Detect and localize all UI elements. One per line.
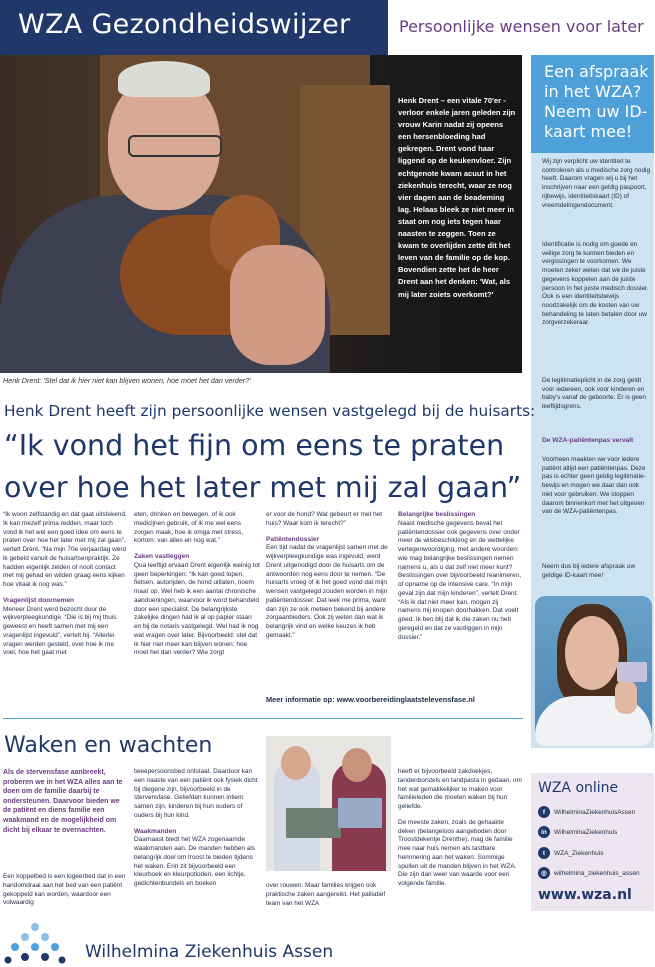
page-title: WZA Gezondheidswijzer <box>18 9 351 40</box>
photo-caption: Henk Drent: 'Stel dat ik hier niet kan blijven wonen, hoe moet het dan verder?' <box>3 376 251 385</box>
online-title: WZA online <box>538 780 619 796</box>
article-column-1 <box>3 511 127 665</box>
article-subheading: Patiëntendossier <box>266 535 320 543</box>
waken-paragraph: Daarnaast biedt het WZA zogenaamde waakmanden aan. De manden hebben als belangrijk doel om troost te bieden tijdens het waken. Erin zit bijvoorbeeld een kleurboek en kleurpotloden, een lichtje, gedichtenbundels en boeken <box>134 836 255 887</box>
article-paragraph: “Ik woon zelfstandig en dat gaat uitstekend. Ik kan mezelf prima redden, maar toch vond ik het wel een goed idee om eens te praten over hoe het later met mij zal gaan”, vertelt Drent. “Na mijn 70e verjaardag werd ik gebeld vanuit de huisartsenpraktijk. Ze hadden eigenlijk zelden of nooit contact met mij gehad en wilden graag eens kijken hoe vitaal ik nog was.” <box>3 511 127 588</box>
website-link[interactable]: www.wza.nl <box>538 887 632 903</box>
article-column-3 <box>266 511 392 648</box>
photo-woman-face <box>565 616 619 690</box>
sidebar-paragraph: Identificatie is nodig om goede en veilige zorg te kunnen bieden en vergissingen te voorkomen. We moeten zeker weten dat we de juiste gegevens koppelen aan de juiste persoon in het juiste medisch dossier. Ook is een identiteitsbewijs noodzakelijk om de kosten van uw behandeling te laten betalen door uw zorgverzekeraar. <box>542 241 649 327</box>
social-instagram[interactable] <box>538 866 653 880</box>
article-subhead: Henk Drent heeft zijn persoonlijke wensen vastgelegd bij de huisarts: <box>4 402 536 420</box>
photo-overlay-text: Henk Drent – een vitale 70'er - verloor enkele jaren geleden zijn vrouw Karin nadat zij opeens een hersenbloeding had gekregen. Drent vond haar liggend op de keukenvloer. Zijn echtgenote kwam acuut in het ziekenhuis terecht, waar ze nog vier dagen aan de beademing lag. Helaas bleek ze niet meer in staat om nog iets tegen haar naasten te zeggen. Toen ze kwam te overlijden zette dit het leven van de familie op de kop. Bovendien zette het de heer Drent aan het denken: 'Wat, als mij later zoiets overkomt?' <box>398 96 516 299</box>
section-title: Persoonlijke wensen voor later <box>399 17 644 36</box>
waken-paragraph: De meeste zaken, zoals de gehaakte deken (belangeloos aangeboden door Troostdekentje Drenthe), mag de familie mee naar huis nemen als tastbare herinnering aan het waken. Sommige spullen uit de manden blijven in het WZA. Die zijn dan weer van waarde voor een volgende familie. <box>398 818 517 887</box>
sidebar-paragraph: Neem dus bij iedere afspraak uw geldige ID-kaart mee! <box>542 563 636 579</box>
photo-man-arm <box>230 245 325 365</box>
photo-basket-2 <box>338 798 382 828</box>
article-paragraph: Een tijd nadat de vragenlijst samen met de wijkverpleegkundige was ingevuld, werd Drent uitgenodigd door de huisarts om de antwoorden nog eens door te nemen. “De huisarts vroeg of ik het goed vond dat mijn wensen vastgelegd zouden worden in mijn patiëntendossier. Dat leek me prima, want dan zijn ze ook meteen bekend bij andere zorgaanbieders. Ook zij weten dan wat ik belangrijk vind en welke keuzes ik heb gemaakt.” <box>266 544 388 639</box>
article-paragraph: er voor de hond? Wat gebeurt er met het huis? Waar kom ik terecht?” <box>266 511 383 527</box>
waken-column-3 <box>266 882 392 915</box>
section-divider <box>3 718 523 719</box>
article-column-4 <box>398 511 522 649</box>
social-linkedin[interactable] <box>538 825 653 839</box>
article-headline: “Ik vond het fijn om eens te praten over hoe het later met mij zal gaan” <box>4 429 522 504</box>
main-photo <box>0 55 522 373</box>
article-column-2 <box>134 511 260 665</box>
article-paragraph: Qua leeftijd ervaart Drent eigenlijk weinig tot geen beperkingen: “Ik kan goed lopen, fietsen, autorijden, de hond uitlaten, noem maar op. Wel heb ik een aantal chronische aandoeningen, waarvoor ik word behandeld door een specialist. De belangrijkste zakelijke dingen had ik al op papier staan en bij de notaris vastgelegd. Wel had ik nog wat vragen over later. Bijvoorbeeld: stel dat ik hier niet meer kan blijven wonen; hoe moet het dan verder? Wie zorgt <box>134 561 260 657</box>
waken-lead: Als de stervensfase aanbreekt, proberen we in het WZA alles aan te doen om de familie daarbij te ondersteunen. Daarvoor bieden we de patiënt en diens familie een waakmand en de mogelijkheid om dicht bij elkaar te overnachten. <box>3 769 123 834</box>
social-facebook[interactable] <box>538 805 653 819</box>
photo-woman-head <box>342 748 372 782</box>
footer-hospital-name: Wilhelmina Ziekenhuis Assen <box>85 942 334 962</box>
more-info-link[interactable]: Meer informatie op: www.voorbereidinglaatstelevensfase.nl <box>266 695 475 704</box>
linkedin-icon: in <box>538 826 550 838</box>
waken-column-4 <box>398 768 522 896</box>
photo-basket <box>286 808 341 838</box>
photo-man-glasses <box>128 135 222 157</box>
article-subheading: Vragenlijst doornemen <box>3 596 75 604</box>
twitter-icon: t <box>538 847 550 859</box>
social-label: WilhelminaZiekenhuisAssen <box>554 808 636 816</box>
photo-man-hair <box>118 61 210 97</box>
sidebar-heading: Een afspraak in het WZA? Neem uw ID-kaart mee! <box>544 62 649 141</box>
waken-paragraph: tweepersoonsbed ontstaat. Daardoor kan een naaste van een patiënt ook fysiek dicht bij diegene zijn, bijvoorbeeld in de stervensfase. Geliefden kunnen intiem samen zijn, kinderen bij hun ouders of ouders bij hun kind. <box>134 768 258 819</box>
facebook-icon: f <box>538 806 550 818</box>
photo-woman-hand <box>615 680 637 714</box>
wza-logo-icon <box>4 922 66 966</box>
waken-paragraph: Een koppelbed is een logeerbed dat in een handomdraai aan het bed van een patiënt gekoppeld kan worden, waardoor een volwaardig <box>3 873 126 907</box>
sidebar-subheading: De WZA-patiëntenpas vervalt <box>542 437 634 444</box>
waken-paragraph: over rouwen. Maar families krijgen ook praktische zaken aangereikt. Het palliatief team van het WZA <box>266 882 386 907</box>
waken-photo <box>266 736 391 871</box>
waken-column-2 <box>134 768 260 896</box>
waken-column-1 <box>3 873 128 915</box>
photo-id-card <box>617 662 647 682</box>
article-subheading: Belangrijke beslissingen <box>398 511 476 518</box>
sidebar-paragraph: Voorheen maakten we voor iedere patiënt altijd een patiëntenpas. Deze pas is echter geen geldig legitimatie-bewijs en mogen we daar dan ook niet voor gebruiken. We stoppen daarom binnenkort met het uitgeven van de WZA-patiëntenpas. <box>542 456 646 516</box>
waken-subheading: Waakmanden <box>134 827 177 835</box>
social-label: WilhelminaZiekenhuis <box>554 828 618 836</box>
article-subheading: Zaken vastleggen <box>134 553 190 560</box>
sidebar-photo <box>535 596 652 746</box>
article-paragraph: eten, drinken en bewegen, of ik ook medicijnen gebruik, of ik me wel eens zorgen maak, hoe ik omga met stress, kortom: van alles en nog wat.” <box>134 511 244 545</box>
waken-paragraph: heeft er bijvoorbeeld zakdoekjes, tandenborstels en tandpasta in gedaan, om het wat gemakkelijker te maken voor familieleden die moeten waken bij hun geliefde. <box>398 768 522 810</box>
sidebar-paragraph: De legitimatieplicht in de zorg geldt voor iedereen, ook voor kinderen en baby's vanaf de geboorte. Er is geen leeftijdsgrens. <box>542 377 646 411</box>
article-paragraph: Naast medische gegevens bevat het patiëntendossier ook gegevens over onder meer de wilsbeschikking en de wettelijke vertegenwoordiging, met andere woorden: wie mag belangrijke beslissingen nemen namens u, als u dat zelf niet meer kunt? Beslissingen over bijvoorbeeld reanimeren, of opname op de intensive care. “In mijn geval zijn dat mijn kinderen”, vertelt Drent. “Als ik dat niet meer kan, mogen zij namens mij knopen doorhakken. Dat voelt goed. Ik ben blij dat ik die zaken nu heb geregeld en dat ze vastliggen in mijn dossier.” <box>398 519 522 641</box>
social-twitter[interactable] <box>538 846 653 860</box>
photo-nurse-head <box>281 746 311 780</box>
sidebar-paragraph: Wij zijn verplicht uw identiteit te controleren als u medische zorg nodig heeft. Daarom vragen wij u bij het inschrijven naar een geldig paspoort, rijbewijs, identiteitskaart (ID) of vreemdelingendocument. <box>542 158 650 209</box>
article-paragraph: Meneer Drent werd bezocht door de wijkverpleegkundige. “Die is bij mij thuis geweest en heeft samen met mij een vragenlijst ingevuld”, vertelt hij. “Allerlei vragen werden gesteld, over hoe ik me voel, hoe het gaat met <box>3 605 117 657</box>
instagram-icon: ◎ <box>538 867 550 879</box>
social-label: WZA_Ziekenhuis <box>554 849 604 857</box>
social-label: wilhelmina_ziekenhuis_assen <box>554 869 640 877</box>
waken-title: Waken en wachten <box>4 733 213 758</box>
